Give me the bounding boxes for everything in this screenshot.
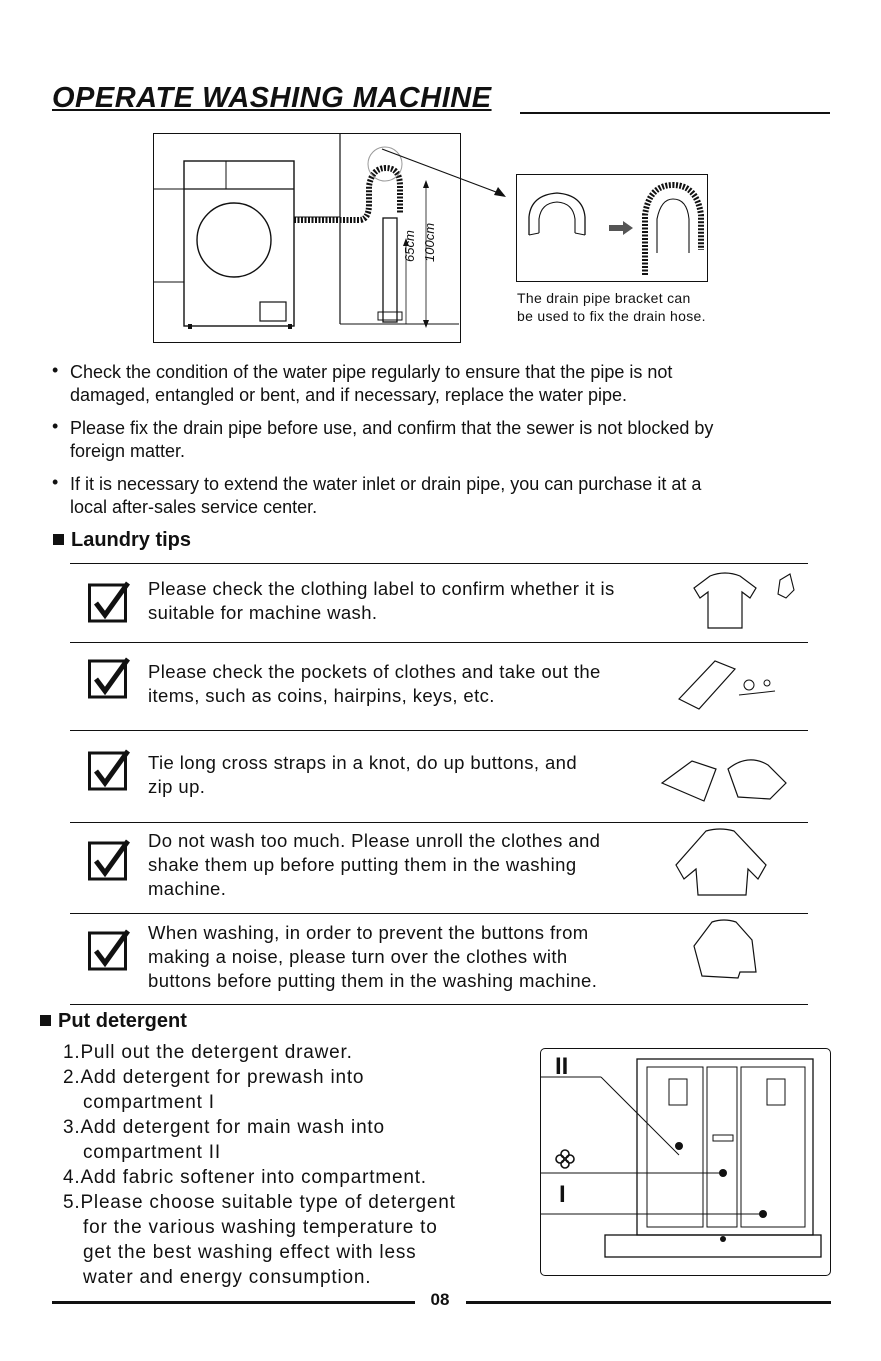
- tip-line: zip up.: [148, 776, 206, 797]
- drain-bracket-icon: [517, 175, 706, 280]
- bracket-caption: [517, 289, 706, 325]
- tip-text: [148, 921, 597, 993]
- footer-rule-left: [52, 1301, 415, 1304]
- footer-rule-right: [466, 1301, 831, 1304]
- tip-line: Please check the clothing label to confirm whether it is: [148, 578, 615, 599]
- step-line: compartment II: [83, 1142, 221, 1163]
- tip-line: Do not wash too much. Please unroll the clothes and: [148, 830, 601, 851]
- laundry-tips-heading: [53, 529, 191, 552]
- page-number: 08: [430, 1290, 450, 1309]
- bullet-line: Check the condition of the water pipe regularly to ensure that the pipe is not: [70, 362, 673, 382]
- laundry-tips-title: Laundry tips: [71, 529, 192, 551]
- height-100cm-label: 100cm: [422, 222, 437, 262]
- bracket-caption-line-1: The drain pipe bracket can: [517, 290, 691, 306]
- tip-text: [148, 577, 615, 625]
- bullet-line: local after-sales service center.: [70, 497, 318, 517]
- checkmark-icon: [88, 839, 130, 881]
- tip-row: [70, 822, 808, 913]
- checkmark-icon: [88, 929, 130, 971]
- prewash-label: I: [559, 1181, 566, 1208]
- tip-line: machine.: [148, 878, 227, 899]
- bullet-dot-icon: •: [52, 360, 59, 380]
- step-line: compartment I: [83, 1092, 215, 1113]
- bullet-item: [50, 473, 850, 519]
- checkmark-icon: [88, 657, 130, 699]
- main-wash-label: II: [555, 1053, 569, 1080]
- drain-bracket-figure: [516, 174, 708, 282]
- detergent-drawer-figure: [540, 1048, 831, 1276]
- tip-line: Tie long cross straps in a knot, do up buttons, and: [148, 752, 578, 773]
- step-line: 4.Add fabric softener into compartment.: [63, 1167, 427, 1188]
- step-line: get the best washing effect with less: [83, 1242, 417, 1263]
- sweater-icon: [670, 825, 780, 905]
- tip-text: [148, 751, 577, 799]
- step-line: water and energy consumption.: [83, 1267, 372, 1288]
- bullet-line: damaged, entangled or bent, and if necessary, replace the water pipe.: [70, 385, 628, 405]
- put-detergent-title: Put detergent: [58, 1010, 187, 1032]
- step-line: 1.Pull out the detergent drawer.: [63, 1042, 353, 1063]
- height-65cm-label: 65cm: [402, 230, 417, 262]
- tip-line: buttons before putting them in the washing machine.: [148, 970, 598, 991]
- tip-text: [148, 829, 600, 901]
- step-line: 5.Please choose suitable type of detergent: [63, 1192, 456, 1213]
- square-bullet-icon: [40, 1015, 51, 1026]
- tip-line: suitable for machine wash.: [148, 602, 378, 623]
- tip-line: items, such as coins, hairpins, keys, etc.: [148, 685, 495, 706]
- bullet-dot-icon: •: [52, 416, 59, 436]
- square-bullet-icon: [53, 534, 64, 545]
- checkmark-icon: [88, 581, 130, 623]
- sweater-label-icon: [690, 568, 800, 634]
- tip-line: When washing, in order to prevent the buttons from: [148, 922, 589, 943]
- pointer-arrow: [380, 145, 520, 205]
- put-detergent-heading: [40, 1010, 187, 1033]
- tip-row: [70, 730, 808, 822]
- bullet-line: foreign matter.: [70, 441, 186, 461]
- tip-line: making a noise, please turn over the clothes with: [148, 946, 568, 967]
- laundry-tips-list: [70, 563, 808, 1005]
- bullet-line: Please fix the drain pipe before use, and confirm that the sewer is not blocked by: [70, 418, 714, 438]
- page-title: OPERATE WASHING MACHINE: [52, 82, 492, 114]
- tip-line: Please check the pockets of clothes and take out the: [148, 661, 601, 682]
- tip-row: [70, 913, 808, 1005]
- step-line: 2.Add detergent for prewash into: [63, 1067, 365, 1088]
- bullet-item: [50, 361, 850, 407]
- tip-text: [148, 660, 601, 708]
- detergent-steps: [63, 1040, 456, 1290]
- maintenance-bullets: [50, 361, 850, 529]
- step-line: for the various washing temperature to: [83, 1217, 438, 1238]
- shirt-icon: [686, 916, 766, 982]
- step-line: 3.Add detergent for main wash into: [63, 1117, 385, 1138]
- bullet-item: [50, 417, 850, 463]
- title-underline: [520, 112, 830, 114]
- bullet-line: If it is necessary to extend the water inlet or drain pipe, you can purchase it at a: [70, 474, 702, 494]
- drawer-drawing: [541, 1049, 829, 1274]
- tip-line: shake them up before putting them in the washing: [148, 854, 577, 875]
- checkmark-icon: [88, 749, 130, 791]
- bag-and-clothes-icon: [658, 739, 798, 809]
- tip-row: [70, 563, 808, 642]
- tip-row: [70, 642, 808, 730]
- pocket-items-icon: [675, 651, 785, 717]
- bracket-caption-line-2: be used to fix the drain hose.: [517, 308, 706, 324]
- bullet-dot-icon: •: [52, 472, 59, 492]
